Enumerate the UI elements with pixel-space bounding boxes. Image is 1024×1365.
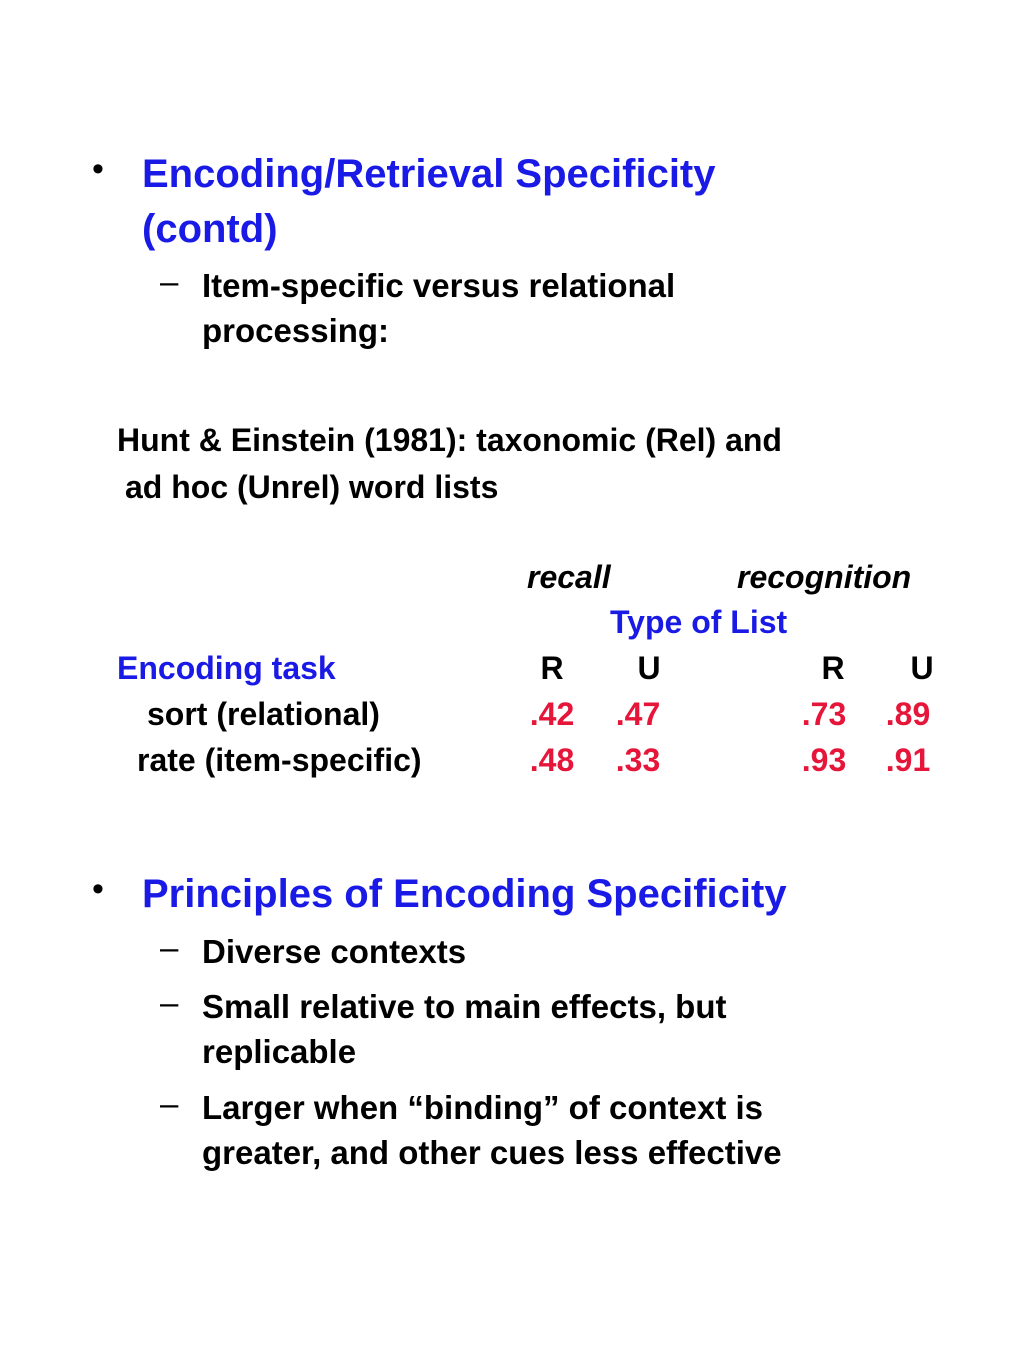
sub-item-line-1: Larger when “binding” of context is — [202, 1089, 764, 1126]
heading-line-2: (contd) — [142, 207, 278, 251]
col-label-recall-u: U — [637, 650, 661, 686]
col-label-recall-r: R — [540, 650, 564, 686]
col-group-recognition: recognition — [737, 559, 912, 595]
sub-item-line-2: processing: — [202, 312, 390, 349]
type-of-list-label: Type of List — [610, 604, 788, 640]
value-cell: .89 — [885, 696, 931, 732]
value-cell: .73 — [801, 696, 847, 732]
dash-icon: – — [160, 984, 179, 1021]
heading-line-1: Encoding/Retrieval Specificity — [142, 152, 716, 196]
col-label-recognition-r: R — [821, 650, 845, 686]
value-cell: .47 — [615, 696, 661, 732]
bullet-icon: • — [92, 150, 104, 188]
dash-icon: – — [160, 1085, 179, 1122]
value-cell: .93 — [801, 742, 847, 778]
row-label: rate (item-specific) — [137, 742, 422, 778]
col-group-recall: recall — [527, 559, 611, 595]
value-cell: .48 — [529, 742, 575, 778]
sub-item-line-1: Small relative to main effects, but — [202, 988, 727, 1025]
heading: Principles of Encoding Specificity — [142, 872, 787, 916]
value-cell: .91 — [885, 742, 931, 778]
row-label: sort (relational) — [147, 696, 380, 732]
bullet-icon: • — [92, 870, 104, 908]
sub-item-line-1: Diverse contexts — [202, 933, 467, 970]
dash-icon: – — [160, 263, 179, 300]
col-label-recognition-u: U — [910, 650, 934, 686]
sub-item-line-2: greater, and other cues less effective — [202, 1134, 782, 1171]
encoding-task-header: Encoding task — [117, 650, 336, 686]
citation-line-1: Hunt & Einstein (1981): taxonomic (Rel) and — [117, 422, 782, 458]
sub-item-line-1: Item-specific versus relational — [202, 267, 676, 304]
value-cell: .42 — [529, 696, 575, 732]
citation-line-2: ad hoc (Unrel) word lists — [125, 469, 499, 505]
dash-icon: – — [160, 929, 179, 966]
sub-item-line-2: replicable — [202, 1033, 357, 1070]
value-cell: .33 — [615, 742, 661, 778]
